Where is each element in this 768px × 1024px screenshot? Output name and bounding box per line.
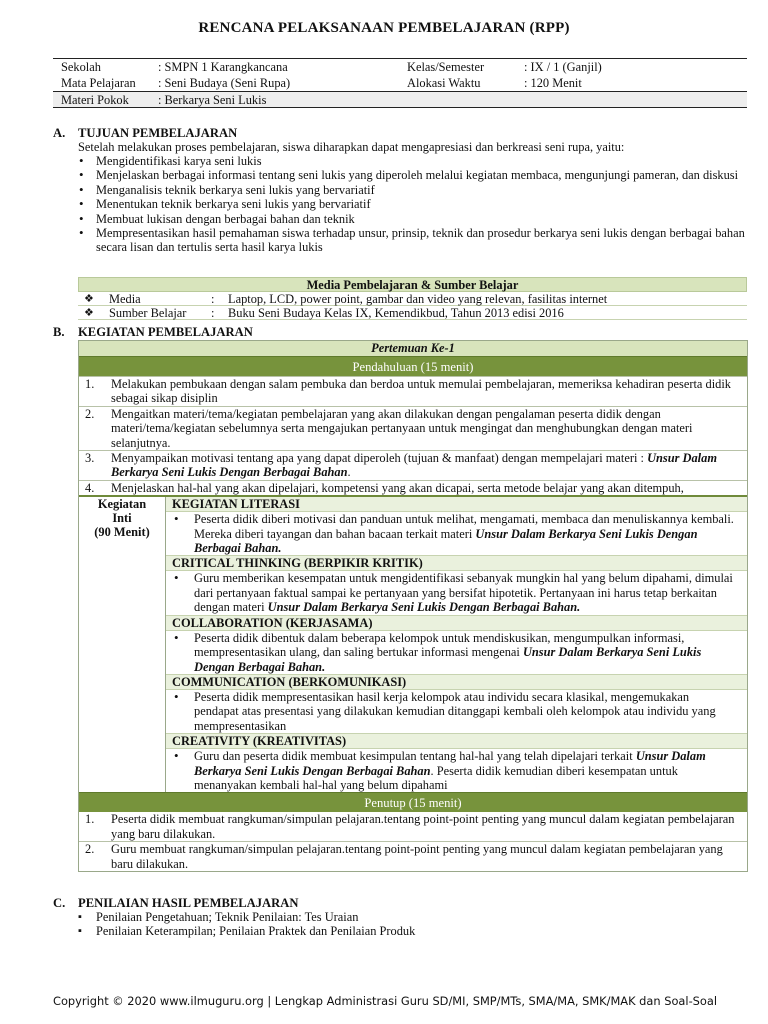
- mapel-label: Mata Pelajaran: [61, 76, 136, 90]
- diamond-bullet-icon: ❖: [84, 293, 94, 305]
- section-a-intro: Setelah melakukan proses pembelajaran, siswa diharapkan dapat mengapresiasi dan berkreasi seni rupa, yaitu:: [78, 140, 625, 154]
- body-tail: . Peserta didik kemudian diberi kesempatan untuk menanyakan kembali hal-hal yang belum dipahami: [194, 763, 678, 792]
- communication-heading: COMMUNICATION (BERKOMUNIKASI): [166, 675, 747, 690]
- table-row: [79, 450, 747, 480]
- inti-label-line: Kegiatan: [97, 497, 147, 512]
- collaboration-body: [166, 631, 747, 675]
- row-text: Melakukan pembukaan dengan salam pembuka dan berdoa untuk memulai pembelajaran, memeriksa kehadiran peserta didik sebagai sikap disiplin: [111, 377, 731, 406]
- alokasi-value: : 120 Menit: [524, 76, 582, 90]
- inti-content: [166, 497, 747, 792]
- list-item: • Menjelaskan berbagai informasi tentang seni lukis yang diperoleh melalui kegiatan membaca, mengunjungi pameran, dan diskusi: [78, 168, 746, 182]
- section-letter: A.: [53, 126, 66, 140]
- literasi-body: [166, 512, 747, 556]
- mapel-value: : Seni Budaya (Seni Rupa): [158, 76, 291, 90]
- row-emphasis: Unsur Dalam Berkarya Seni Lukis Dengan Berbagai Bahan: [111, 451, 717, 480]
- bullet-icon: •: [174, 629, 179, 645]
- critical-heading: CRITICAL THINKING (BERPIKIR KRITIK): [166, 556, 747, 571]
- row-text: Menyampaikan motivasi tentang apa yang dapat diperoleh (tujuan & manfaat) dengan mempelajari materi :: [111, 451, 644, 466]
- sumber-label: Sumber Belajar: [109, 306, 187, 320]
- section-c-heading: [53, 896, 298, 910]
- media-value: Laptop, LCD, power point, gambar dan video yang relevan, fasilitas internet: [228, 292, 608, 306]
- list-item: ▪ Penilaian Pengetahuan; Teknik Penilaian: Tes Uraian: [78, 910, 746, 924]
- bullet-icon: •: [174, 748, 179, 764]
- inti-label-line: (90 Menit): [94, 525, 150, 540]
- critical-body: [166, 571, 747, 615]
- row-number: 2.: [85, 406, 95, 421]
- penutup-band: Penutup (15 menit): [79, 792, 747, 812]
- assessment-list: [78, 910, 746, 939]
- row-number: 4.: [85, 480, 95, 495]
- list-item: • Mengidentifikasi karya seni lukis: [78, 154, 746, 168]
- media-row: [78, 306, 747, 320]
- body-text: Peserta didik mempresentasikan hasil kerja kelompok atau individu secara klasikal, mengemukakan pendapat atas presentasi yang dilakukan kemudian ditanggapi kembali oleh kelompok atau individu yang mempresentasikan: [194, 689, 716, 733]
- table-row: [79, 480, 747, 495]
- list-item: • Membuat lukisan dengan berbagai bahan dan teknik: [78, 212, 746, 226]
- table-row: [79, 406, 747, 450]
- list-item: ▪ Penilaian Keterampilan; Penilaian Praktek dan Penilaian Produk: [78, 924, 746, 938]
- page-footer: Copyright © 2020 www.ilmuguru.org | Lengkap Administrasi Guru SD/MI, SMP/MTs, SMA/MA, SMK/MAK dan Soal-Soal: [53, 994, 718, 1008]
- media-colon: :: [211, 292, 215, 306]
- section-title: TUJUAN PEMBELAJARAN: [78, 126, 238, 140]
- section-b-heading: [53, 325, 253, 339]
- alokasi-label: Alokasi Waktu: [407, 76, 481, 90]
- row-text: Peserta didik membuat rangkuman/simpulan pelajaran.tentang point-point penting yang muncul dalam kegiatan pembelajaran yang baru dilakukan.: [111, 812, 735, 841]
- activities-table: [78, 340, 748, 872]
- diamond-bullet-icon: ❖: [84, 307, 94, 319]
- body-emphasis: Unsur Dalam Berkarya Seni Lukis Dengan Berbagai Bahan.: [267, 600, 581, 615]
- media-heading: Media Pembelajaran & Sumber Belajar: [78, 277, 747, 292]
- media-label: Media: [109, 292, 141, 306]
- sekolah-label: Sekolah: [61, 60, 101, 74]
- kelas-label: Kelas/Semester: [407, 60, 485, 74]
- inti-label-line: Inti: [112, 511, 132, 526]
- materi-value: : Berkarya Seni Lukis: [158, 93, 267, 107]
- row-tail: .: [347, 465, 351, 480]
- kelas-value: : IX / 1 (Ganjil): [524, 60, 602, 74]
- list-item: • Menentukan teknik berkarya seni lukis yang bervariatif: [78, 197, 746, 211]
- section-letter: C.: [53, 896, 66, 910]
- body-text: Peserta didik dibentuk dalam beberapa kelompok untuk mendiskusikan, mengumpulkan informasi, mempresentasikan ulang, dan saling bertukar informasi mengenai: [194, 630, 685, 660]
- bullet-icon: •: [174, 511, 179, 527]
- bullet-icon: •: [174, 688, 179, 704]
- row-text: Menjelaskan hal-hal yang akan dipelajari, kompetensi yang akan dicapai, serta metode belajar yang akan ditempuh,: [111, 480, 684, 495]
- identity-row: [53, 91, 747, 107]
- section-a-heading: [53, 126, 237, 140]
- list-item: • Mempresentasikan hasil pemahaman siswa terhadap unsur, prinsip, teknik dan prosedur berkarya seni lukis dengan berbagai bahan secara lisan dan tertulis serta hasil karya lukis: [78, 226, 746, 255]
- table-row: [79, 841, 747, 871]
- sumber-colon: :: [211, 306, 215, 320]
- identity-table: [53, 58, 747, 108]
- body-text: Peserta didik diberi motivasi dan panduan untuk melihat, mengamati, membaca dan menuliskannya kembali. Mereka diberi tayangan dan bahan bacaan terkait materi: [194, 512, 734, 541]
- sumber-value: Buku Seni Budaya Kelas IX, Kemendikbud, Tahun 2013 edisi 2016: [228, 306, 564, 320]
- body-text: Guru memberikan kesempatan untuk mengidentifikasi sebanyak mungkin hal yang belum dipahami, dimulai dari pertanyaan faktual sampai ke pertanyaan yang bersifat hipotetik. Pertanyaan ini harus tetap berkaitan dengan materi: [194, 571, 733, 615]
- communication-body: [166, 690, 747, 734]
- table-row: [79, 376, 747, 406]
- list-item: • Menganalisis teknik berkarya seni lukis yang bervariatif: [78, 183, 746, 197]
- body-emphasis: Unsur Dalam Berkarya Seni Lukis Dengan Berbagai Bahan.: [194, 645, 702, 674]
- inti-label: [79, 497, 166, 792]
- body-emphasis: Unsur Dalam Berkarya Seni Lukis Dengan Berbagai Bahan.: [194, 526, 698, 556]
- identity-row: [53, 75, 747, 91]
- bullet-icon: •: [174, 570, 179, 586]
- sekolah-value: : SMPN 1 Karangkancana: [158, 60, 288, 74]
- collaboration-heading: COLLABORATION (KERJASAMA): [166, 616, 747, 631]
- row-number: 2.: [85, 842, 95, 857]
- materi-label: Materi Pokok: [61, 93, 129, 107]
- pertemuan-label: Pertemuan Ke-1: [79, 341, 747, 356]
- creativity-body: [166, 749, 747, 792]
- media-row: [78, 292, 747, 306]
- media-table: [78, 277, 747, 320]
- row-number: 3.: [85, 451, 95, 466]
- objectives-list: [78, 154, 746, 255]
- kegiatan-inti: [79, 495, 747, 792]
- row-number: 1.: [85, 377, 95, 391]
- row-text-wrap: [111, 451, 747, 480]
- section-letter: B.: [53, 325, 65, 339]
- row-number: 1.: [85, 812, 95, 827]
- creativity-heading: CREATIVITY (KREATIVITAS): [166, 734, 747, 749]
- document-title: RENCANA PELAKSANAAN PEMBELAJARAN (RPP): [198, 20, 570, 36]
- pendahuluan-band: Pendahuluan (15 menit): [79, 356, 747, 376]
- row-text: Mengaitkan materi/tema/kegiatan pembelajaran yang akan dilakukan dengan pengalaman peserta didik dengan materi/tema/kegiatan sebelumnya serta mengajukan pertanyaan untuk mengingat dan menghubungkan dengan materi selanjutnya.: [111, 406, 693, 450]
- section-title: PENILAIAN HASIL PEMBELAJARAN: [78, 896, 299, 910]
- row-text: Guru membuat rangkuman/simpulan pelajaran.tentang point-point penting yang muncul dalam kegiatan pembelajaran yang baru dilakukan.: [111, 842, 723, 871]
- section-title: KEGIATAN PEMBELAJARAN: [78, 325, 253, 339]
- table-row: [79, 812, 747, 841]
- body-text: Guru dan peserta didik membuat kesimpulan tentang hal-hal yang telah dipelajari terkait: [194, 749, 633, 764]
- identity-row: [53, 59, 747, 75]
- literasi-heading: KEGIATAN LITERASI: [166, 497, 747, 512]
- body-emphasis: Unsur Dalam Berkarya Seni Lukis Dengan Berbagai Bahan: [194, 749, 706, 778]
